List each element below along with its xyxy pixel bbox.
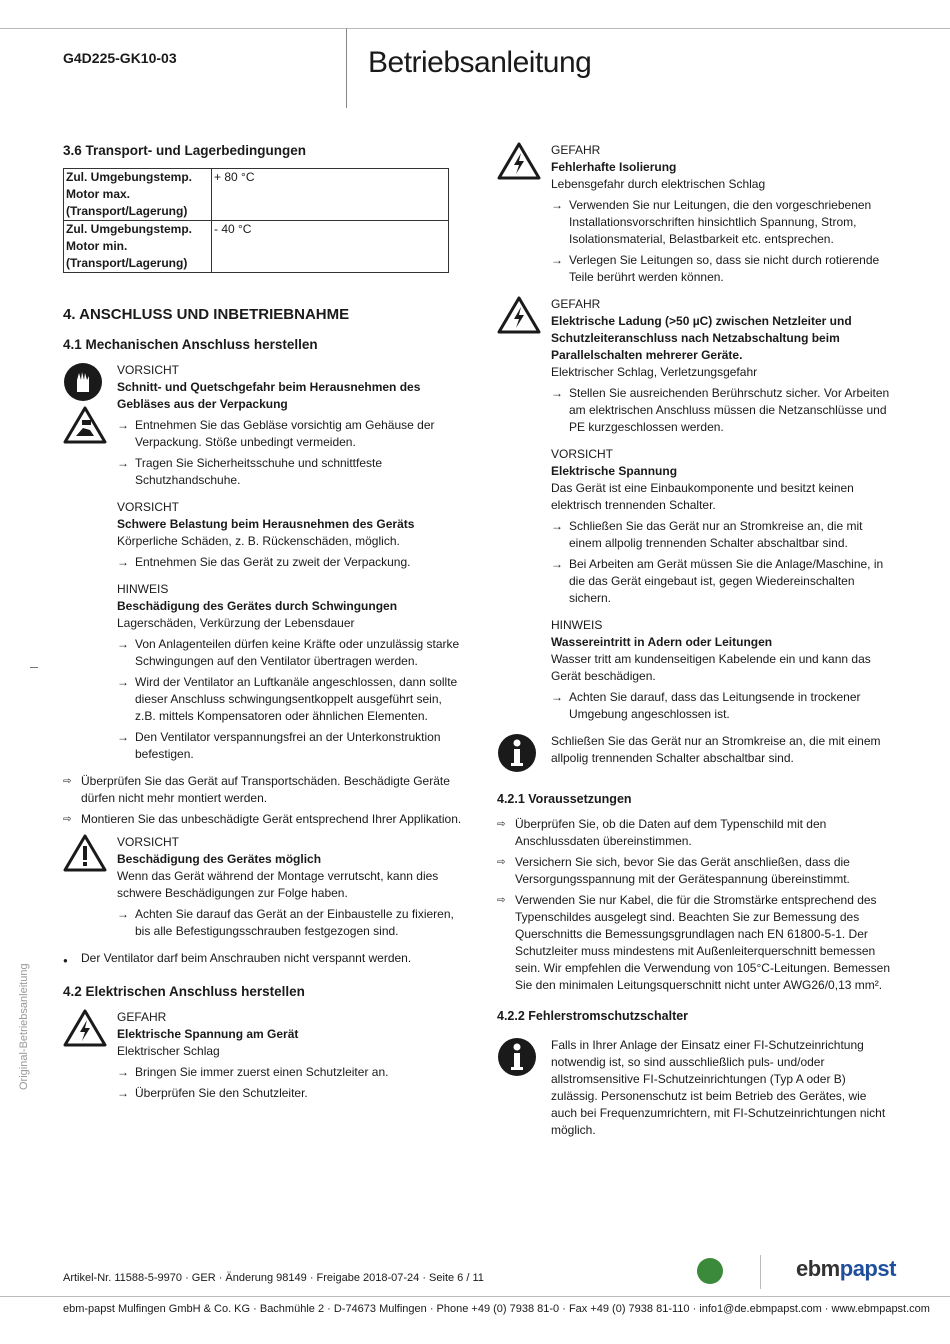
note-title: Wassereintritt in Adern oder Leitungen bbox=[551, 635, 773, 649]
high-voltage-icon bbox=[63, 1009, 107, 1047]
info-note bbox=[497, 733, 892, 777]
caution-note bbox=[63, 362, 463, 493]
arrow-icon: → bbox=[551, 690, 563, 704]
section-4-2-title: 4.2 Elektrischen Anschluss herstellen bbox=[63, 984, 305, 999]
margin-mark bbox=[30, 667, 38, 668]
arrow-icon: → bbox=[551, 386, 563, 400]
table-key: Zul. Umgebungstemp. Motor max. (Transport/Lagerung) bbox=[64, 169, 212, 221]
check-arrow-icon: ⇨ bbox=[497, 857, 506, 868]
footer-divider bbox=[760, 1255, 761, 1289]
arrow-icon: → bbox=[117, 1065, 129, 1079]
list-item: → Bei Arbeiten am Gerät müssen Sie die Anlage/Maschine, in die das Gerät eingebaut ist, gegen Wiedereinschalten sichern. bbox=[551, 557, 884, 605]
list-item: → Verwenden Sie nur Leitungen, die den vorgeschriebenen Installationsvorschriften hinsichtlich Spannung, Strom, Isolationsmaterial, Belastbarkeit etc. entsprechen. bbox=[551, 198, 872, 246]
list-item: → Achten Sie darauf, dass das Leitungsende in trockener Umgebung angeschlossen ist. bbox=[551, 690, 861, 721]
header-top-rule bbox=[0, 28, 950, 29]
note-title: Elektrische Spannung bbox=[551, 464, 678, 478]
gloves-icon bbox=[63, 362, 103, 402]
green-tech-logo-icon bbox=[697, 1258, 723, 1284]
note-title: Schwere Belastung beim Herausnehmen des Geräts bbox=[117, 517, 415, 531]
table-value: + 80 °C bbox=[212, 169, 449, 221]
document-code: G4D225-GK10-03 bbox=[63, 50, 177, 66]
note-title: Beschädigung des Gerätes durch Schwingungen bbox=[117, 599, 398, 613]
note-kind: VORSICHT bbox=[117, 835, 180, 849]
table-row bbox=[64, 169, 449, 221]
article-info: Artikel-Nr. 11588-5-9970 · GER · Änderung 98149 · Freigabe 2018-07-24 · Seite 6 / 11 bbox=[63, 1272, 484, 1284]
list-item: → Entnehmen Sie das Gerät zu zweit der Verpackung. bbox=[117, 555, 411, 569]
bullet-dot-icon: ● bbox=[63, 956, 68, 965]
check-item: ⇨ Überprüfen Sie das Gerät auf Transportschäden. Beschädigte Geräte dürfen nicht mehr montiert werden. bbox=[63, 774, 450, 805]
note-text: Das Gerät ist eine Einbaukomponente und besitzt keinen elektrisch trennenden Schalter. bbox=[551, 481, 854, 512]
note-kind: HINWEIS bbox=[551, 618, 603, 632]
note-kind: HINWEIS bbox=[117, 582, 169, 596]
list-item: → Tragen Sie Sicherheitsschuhe und schnittfeste Schutzhandschuhe. bbox=[117, 456, 383, 487]
note-kind: GEFAHR bbox=[117, 1010, 167, 1024]
list-item: → Überprüfen Sie den Schutzleiter. bbox=[117, 1086, 308, 1100]
notice-note bbox=[63, 581, 463, 767]
danger-note bbox=[497, 296, 892, 440]
arrow-icon: → bbox=[117, 555, 129, 569]
check-item: ⇨ Verwenden Sie nur Kabel, die für die Stromstärke entsprechend des Typenschildes ausgelegt sind. Beachten Sie zur Bemessung des Querschnitts die Bemessungsgrundlagen nach EN 61800-5-1. Der Schutzleiter muss mindestens mit Außenleiterquerschnitt bemessen sein. Wir empfehlen die Verwendung von 105°C-Leitungen. Bemessen Sie den minimalen Leitungsquerschnitt nicht unter AWG26/0,13 mm². bbox=[497, 893, 891, 992]
list-item: → Von Anlagenteilen dürfen keine Kräfte oder unzulässig starke Schwingungen auf den Ventilator übertragen werden. bbox=[117, 637, 460, 668]
arrow-icon: → bbox=[117, 907, 129, 921]
note-text: Körperliche Schäden, z. B. Rückenschäden, möglich. bbox=[117, 534, 400, 548]
arrow-icon: → bbox=[551, 557, 563, 571]
note-text: Elektrischer Schlag bbox=[117, 1044, 220, 1058]
side-label: Original-Betriebsanleitung bbox=[18, 963, 30, 1090]
note-text: Falls in Ihrer Anlage der Einsatz einer FI-Schutzeinrichtung notwendig ist, so sind ausschließlich puls- und/oder allstromsensitive FI-Schutzeinrichtungen (Typ A oder B) zulässig. Personenschutz ist beim Betrieb des Gerätes, wie auch bei Frequenzumrichtern, mit FI-Schutzeinrichtungen nicht möglich. bbox=[551, 1038, 886, 1137]
document-title: Betriebsanleitung bbox=[368, 46, 592, 79]
brand-logo: ebmpapst bbox=[796, 1256, 896, 1281]
list-item: → Den Ventilator verspannungsfrei an der Unterkonstruktion befestigen. bbox=[117, 730, 441, 761]
list-item: → Entnehmen Sie das Gebläse vorsichtig am Gehäuse der Verpackung. Stöße unbedingt vermeiden. bbox=[117, 418, 435, 449]
high-voltage-icon bbox=[497, 142, 541, 180]
arrow-icon: → bbox=[117, 456, 129, 470]
section-4-1-title: 4.1 Mechanischen Anschluss herstellen bbox=[63, 337, 318, 352]
table-key: Zul. Umgebungstemp. Motor min. (Transport/Lagerung) bbox=[64, 221, 212, 273]
section-4-2-1-title: 4.2.1 Voraussetzungen bbox=[497, 792, 632, 806]
note-kind: VORSICHT bbox=[117, 500, 180, 514]
note-kind: GEFAHR bbox=[551, 297, 601, 311]
info-note bbox=[497, 1037, 892, 1139]
note-text: Lebensgefahr durch elektrischen Schlag bbox=[551, 177, 766, 191]
check-arrow-icon: ⇨ bbox=[63, 814, 72, 825]
arrow-icon: → bbox=[551, 198, 563, 212]
right-column bbox=[497, 142, 892, 1145]
info-icon bbox=[497, 733, 537, 773]
list-item: → Schließen Sie das Gerät nur an Stromkreise an, die mit einem allpolig trennenden Schalter abschaltbar sind. bbox=[551, 519, 863, 550]
warning-icon bbox=[63, 834, 107, 872]
danger-note bbox=[63, 1009, 463, 1106]
list-item: → Achten Sie darauf das Gerät an der Einbaustelle zu fixieren, bis alle Befestigungsschrauben festgezogen sind. bbox=[117, 907, 454, 938]
high-voltage-icon bbox=[497, 296, 541, 334]
note-kind: VORSICHT bbox=[551, 447, 614, 461]
check-item: ⇨ Versichern Sie sich, bevor Sie das Gerät anschließen, dass die Versorgungsspannung mit der Gerätespannung übereinstimmt. bbox=[497, 855, 850, 886]
company-info: ebm-papst Mulfingen GmbH & Co. KG · Bachmühle 2 · D-74673 Mulfingen · Phone +49 (0) 7938 81-0 · Fax +49 (0) 7938 81-110 · info1@de.ebmpapst.com · www.ebmpapst.com bbox=[63, 1303, 930, 1315]
note-title: Fehlerhafte Isolierung bbox=[551, 160, 677, 174]
danger-note bbox=[497, 142, 892, 290]
header-divider bbox=[346, 28, 347, 108]
caution-note bbox=[63, 834, 463, 944]
caution-note bbox=[63, 499, 463, 575]
arrow-icon: → bbox=[551, 519, 563, 533]
list-item: → Wird der Ventilator an Luftkanäle angeschlossen, dann sollte dieser Anschluss schwingungsentkoppelt ausgeführt sein, z.B. mittels Kompensatoren oder ähnlichen Elementen. bbox=[117, 675, 458, 723]
note-text: Lagerschäden, Verkürzung der Lebensdauer bbox=[117, 616, 355, 630]
section-4-2-2-title: 4.2.2 Fehlerstromschutzschalter bbox=[497, 1009, 689, 1023]
list-item: → Verlegen Sie Leitungen so, dass sie nicht durch rotierende Teile berührt werden können. bbox=[551, 253, 880, 284]
list-item: → Stellen Sie ausreichenden Berührschutz sicher. Vor Arbeiten am elektrischen Anschluss müssen die Netzanschlüsse und PE kurzgeschlossen werden. bbox=[551, 386, 890, 434]
caution-note bbox=[497, 446, 892, 611]
note-text: Elektrischer Schlag, Verletzungsgefahr bbox=[551, 365, 758, 379]
left-column bbox=[63, 142, 463, 1112]
check-arrow-icon: ⇨ bbox=[497, 819, 506, 830]
check-item: ⇨ Überprüfen Sie, ob die Daten auf dem Typenschild mit den Anschlussdaten übereinstimmen. bbox=[497, 817, 827, 848]
list-item: → Bringen Sie immer zuerst einen Schutzleiter an. bbox=[117, 1065, 389, 1079]
hand-crush-warning-icon bbox=[63, 406, 107, 444]
section-4-title: 4. ANSCHLUSS UND INBETRIEBNAHME bbox=[63, 306, 350, 323]
note-title: Elektrische Spannung am Gerät bbox=[117, 1027, 299, 1041]
notice-note bbox=[497, 617, 892, 727]
footer-rule bbox=[0, 1296, 950, 1297]
arrow-icon: → bbox=[551, 253, 563, 267]
arrow-icon: → bbox=[117, 637, 129, 651]
transport-conditions-table bbox=[63, 168, 449, 273]
note-text: Wasser tritt am kundenseitigen Kabelende ein und kann das Gerät beschädigen. bbox=[551, 652, 871, 683]
table-row bbox=[64, 221, 449, 273]
arrow-icon: → bbox=[117, 675, 129, 689]
note-title: Elektrische Ladung (>50 µC) zwischen Netzleiter und Schutzleiteranschluss nach Netzabschaltung beim Parallelschalten mehrerer Geräte. bbox=[551, 314, 852, 362]
info-icon bbox=[497, 1037, 537, 1077]
table-value: - 40 °C bbox=[212, 221, 449, 273]
arrow-icon: → bbox=[117, 730, 129, 744]
note-kind: VORSICHT bbox=[117, 363, 180, 377]
check-arrow-icon: ⇨ bbox=[63, 776, 72, 787]
section-3-6-title: 3.6 Transport- und Lagerbedingungen bbox=[63, 143, 307, 158]
arrow-icon: → bbox=[117, 1086, 129, 1100]
note-text: Schließen Sie das Gerät nur an Stromkreise an, die mit einem allpolig trennenden Schalter abschaltbar sind. bbox=[551, 734, 881, 765]
dot-item: ● Der Ventilator darf beim Anschrauben nicht verspannt werden. bbox=[63, 950, 463, 969]
note-title: Schnitt- und Quetschgefahr beim Herausnehmen des Gebläses aus der Verpackung bbox=[117, 380, 421, 411]
check-item: ⇨ Montieren Sie das unbeschädigte Gerät entsprechend Ihrer Applikation. bbox=[63, 812, 462, 826]
note-kind: GEFAHR bbox=[551, 143, 601, 157]
arrow-icon: → bbox=[117, 418, 129, 432]
check-arrow-icon: ⇨ bbox=[497, 895, 506, 906]
note-text: Wenn das Gerät während der Montage verrutscht, kann dies schwere Beschädigungen zur Folge haben. bbox=[117, 869, 439, 900]
note-title: Beschädigung des Gerätes möglich bbox=[117, 852, 322, 866]
